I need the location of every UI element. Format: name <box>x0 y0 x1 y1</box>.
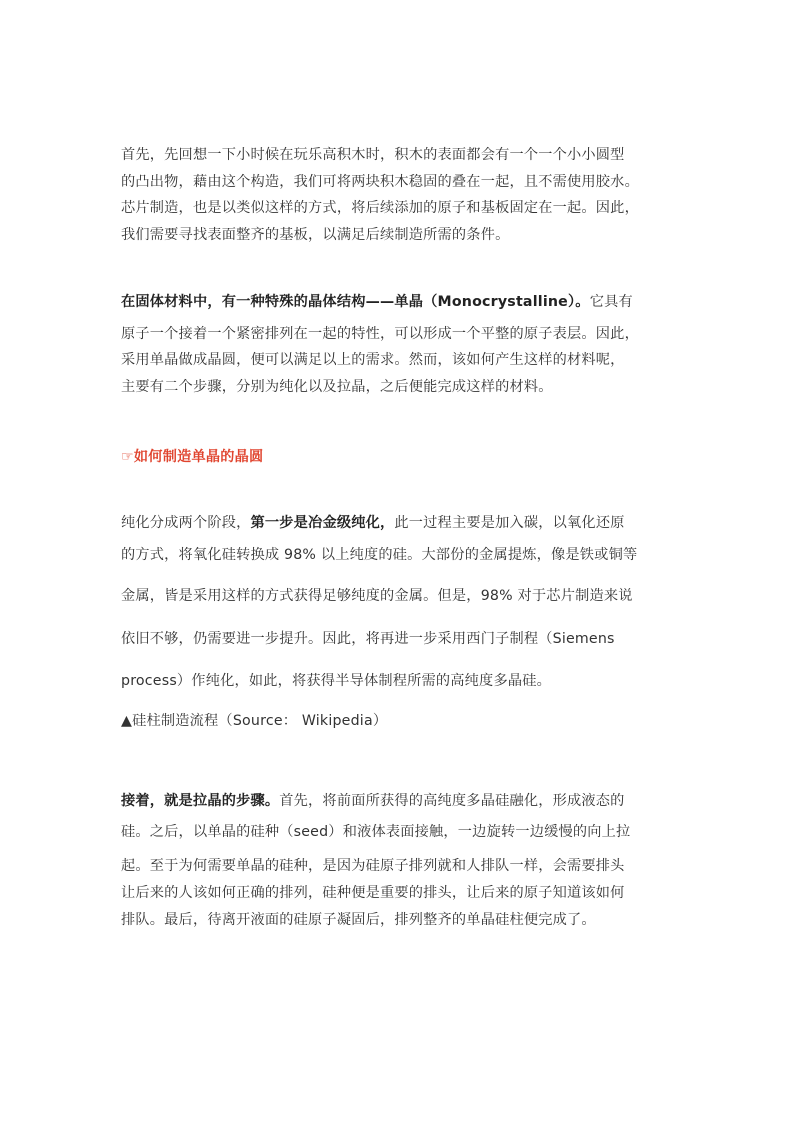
paragraph-2-line-1-rest: 它具有 <box>589 294 633 310</box>
paragraph-2-line-1 <box>121 292 681 312</box>
paragraph-3-line-5: process）作纯化，如此，将获得半导体制程所需的高纯度多晶硅。 <box>121 673 551 689</box>
paragraph-1-line-2: 的凸出物，藉由这个构造，我们可将两块积木稳固的叠在一起，且不需使用胶水。 <box>121 174 639 190</box>
paragraph-3-line-1-post: 此一过程主要是加入碳，以氧化还原 <box>394 515 625 531</box>
paragraph-4-line-1-rest: 首先，将前面所获得的高纯度多晶硅融化，形成液态的 <box>279 793 625 809</box>
section-heading: ☞如何制造单晶的晶圆 <box>121 449 264 465</box>
paragraph-4-line-4: 让后来的人该如何正确的排列，硅种便是重要的排头，让后来的原子知道该如何 <box>121 885 625 901</box>
paragraph-2-bold-lead: 在固体材料中，有一种特殊的晶体结构——单晶（Monocrystalline）。 <box>121 294 590 310</box>
figure-caption: ▲硅柱制造流程（Source： Wikipedia） <box>121 713 388 729</box>
paragraph-3-line-2: 的方式，将氧化硅转换成 98% 以上纯度的硅。大部份的金属提炼，像是铁或铜等 <box>121 547 638 563</box>
paragraph-4-line-5: 排队。最后，待离开液面的硅原子凝固后，排列整齐的单晶硅柱便完成了。 <box>121 912 596 928</box>
paragraph-2-line-4: 主要有二个步骤，分别为纯化以及拉晶，之后便能完成这样的材料。 <box>121 379 553 395</box>
paragraph-3-bold-lead: 第一步是冶金级纯化， <box>250 515 395 531</box>
paragraph-3-line-4: 依旧不够，仍需要进一步提升。因此，将再进一步采用西门子制程（Siemens <box>121 631 615 647</box>
paragraph-2-line-3: 采用单晶做成晶圆，便可以满足以上的需求。然而，该如何产生这样的材料呢， <box>121 352 625 368</box>
paragraph-1-line-3: 芯片制造，也是以类似这样的方式，将后续添加的原子和基板固定在一起。因此， <box>121 200 639 216</box>
paragraph-4-line-3: 起。至于为何需要单晶的硅种，是因为硅原子排列就和人排队一样，会需要排头 <box>121 858 625 874</box>
paragraph-4-bold-lead: 接着，就是拉晶的步骤。 <box>121 793 280 809</box>
paragraph-3-line-1 <box>121 513 681 533</box>
paragraph-1-line-4: 我们需要寻找表面整齐的基板，以满足后续制造所需的条件。 <box>121 227 510 243</box>
paragraph-3-line-3: 金属，皆是采用这样的方式获得足够纯度的金属。但是，98% 对于芯片制造来说 <box>121 588 633 604</box>
paragraph-1-line-1: 首先，先回想一下小时候在玩乐高积木时，积木的表面都会有一个一个小小圆型 <box>121 147 625 163</box>
paragraph-4-line-1 <box>121 791 681 811</box>
paragraph-2-line-2: 原子一个接着一个紧密排列在一起的特性，可以形成一个平整的原子表层。因此， <box>121 326 639 342</box>
paragraph-3-line-1-pre: 纯化分成两个阶段， <box>121 515 251 531</box>
paragraph-4-line-2: 硅。之后，以单晶的硅种（seed）和液体表面接触，一边旋转一边缓慢的向上拉 <box>121 824 631 840</box>
